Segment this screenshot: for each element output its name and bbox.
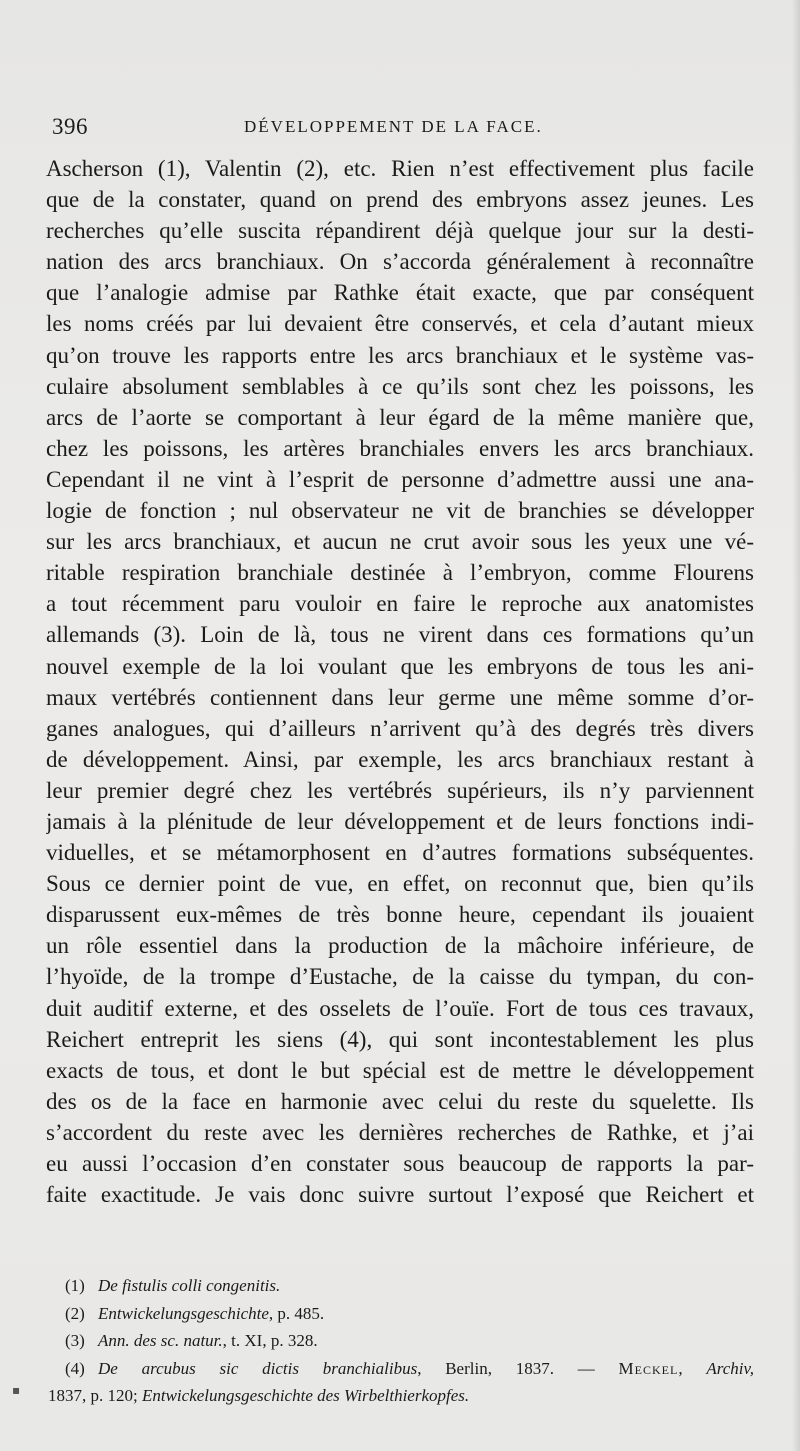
text-line: un rôle essentiel dans la production de la mâchoire inférieure, de: [46, 933, 754, 959]
footnote-title: Entwickelungsgeschichte: [98, 1303, 269, 1323]
text-line: logie de fonction ; nul observateur ne vit de branchies se développer: [46, 498, 754, 524]
running-title: DÉVELOPPEMENT DE LA FACE.: [244, 117, 543, 136]
footnote-journal: Archiv,: [706, 1358, 754, 1378]
page-edge-shadow: [792, 0, 800, 1451]
scan-speck: ▪: [12, 1383, 21, 1397]
text-line: duit auditif externe, et des osselets de l’ouïe. Fort de tous ces travaux,: [46, 995, 754, 1021]
text-line: recherches qu’elle suscita répandirent déjà quelque jour sur la desti-: [46, 218, 754, 244]
page-header: [52, 114, 752, 144]
footnote-1: [48, 1272, 754, 1300]
text-line: a tout récemment paru vouloir en faire le reproche aux anatomistes: [46, 591, 754, 617]
footnotes: [48, 1272, 754, 1410]
footnote-reference: 1837, p. 120;: [48, 1386, 138, 1405]
footnote-author: Meckel: [618, 1358, 679, 1378]
text-line: Reichert entreprit les siens (4), qui sont incontestablement les plus: [46, 1026, 754, 1052]
text-line: Cependant il ne vint à l’esprit de personne d’admettre aussi une ana-: [46, 466, 754, 492]
text-line: s’accordent du reste avec les dernières recherches de Rathke, et j’ai: [46, 1119, 754, 1145]
footnote-reference: , p. 485.: [268, 1303, 325, 1323]
footnote-2: [48, 1300, 754, 1328]
footnote-reference: , t. XI, p. 328.: [222, 1331, 318, 1350]
footnote-number: (3): [65, 1331, 85, 1350]
main-text: [46, 153, 754, 1210]
footnote-3: [48, 1327, 754, 1355]
text-line: faite exactitude. Je vais donc suivre surtout l’exposé que Reichert et: [46, 1182, 754, 1208]
text-line: sur les arcs branchiaux, et aucun ne crut avoir sous les yeux une vé-: [46, 529, 754, 555]
text-line: nation des arcs branchiaux. On s’accorda généralement à reconnaître: [46, 249, 754, 275]
text-line: l’hyoïde, de la trompe d’Eustache, de la caisse du tympan, du con-: [46, 964, 754, 990]
text-line: ritable respiration branchiale destinée à l’embryon, comme Flourens: [46, 560, 754, 586]
footnote-reference: , Berlin, 1837. —: [417, 1358, 595, 1378]
text-line: nouvel exemple de la loi voulant que les embryons de tous les ani-: [46, 653, 754, 679]
text-line: viduelles, et se métamorphosent en d’autres formations subséquentes.: [46, 840, 754, 866]
text-line: leur premier degré chez les vertébrés supérieurs, ils n’y parviennent: [46, 777, 754, 803]
footnote-number: (4): [65, 1358, 85, 1378]
text-line: jamais à la plénitude de leur développement et de leurs fonctions indi-: [46, 808, 754, 834]
text-line: les noms créés par lui devaient être conservés, et cela d’autant mieux: [46, 311, 754, 337]
text-line: eu aussi l’occasion d’en constater sous beaucoup de rapports la par-: [46, 1151, 754, 1176]
text-line: des os de la face en harmonie avec celui du reste du squelette. Ils: [46, 1088, 754, 1114]
footnote-number: (1): [65, 1276, 85, 1295]
text-line: disparussent eux-mêmes de très bonne heure, cependant ils jouaient: [46, 902, 754, 928]
text-line: exacts de tous, et dont le but spécial est de mettre le développement: [46, 1057, 754, 1083]
footnote-title: Entwickelungsgeschichte des Wirbelthierkopfes.: [141, 1386, 470, 1405]
footnote-title: De fistulis colli congenitis.: [98, 1276, 281, 1295]
footnote-title: De arcubus sic dictis branchialibus: [98, 1358, 418, 1378]
footnote-title: Ann. des sc. natur.: [98, 1331, 223, 1350]
text-line: Sous ce dernier point de vue, en effet, on reconnut que, bien qu’ils: [46, 871, 754, 897]
text-line: culaire absolument semblables à ce qu’ils sont chez les poissons, les: [46, 373, 754, 399]
text-line: qu’on trouve les rapports entre les arcs branchiaux et le système vas-: [46, 342, 754, 368]
text-line: de développement. Ainsi, par exemple, les arcs branchiaux restant à: [46, 746, 754, 772]
text-line: que de la constater, quand on prend des embryons assez jeunes. Les: [46, 187, 754, 213]
text-line: Ascherson (1), Valentin (2), etc. Rien n’est effectivement plus facile: [46, 156, 754, 181]
text-line: que l’analogie admise par Rathke était exacte, que par conséquent: [46, 280, 754, 306]
page-number: 396: [52, 114, 88, 139]
text-line: allemands (3). Loin de là, tous ne virent dans ces formations qu’un: [46, 622, 754, 648]
footnote-number: (2): [65, 1303, 85, 1323]
footnote-4-continued: [48, 1382, 754, 1410]
text-line: chez les poissons, les artères branchiales envers les arcs branchiaux.: [46, 435, 754, 461]
text-line: maux vertébrés contiennent dans leur germe une même somme d’or-: [46, 684, 754, 710]
text-line: ganes analogues, qui d’ailleurs n’arrivent qu’à des degrés très divers: [46, 715, 754, 741]
text-line: arcs de l’aorte se comportant à leur égard de la même manière que,: [46, 404, 754, 430]
footnote-4: (4) De arcubus sic dictis branchialibus, Berlin, 1837. — Meckel, Archiv,: [48, 1355, 754, 1383]
